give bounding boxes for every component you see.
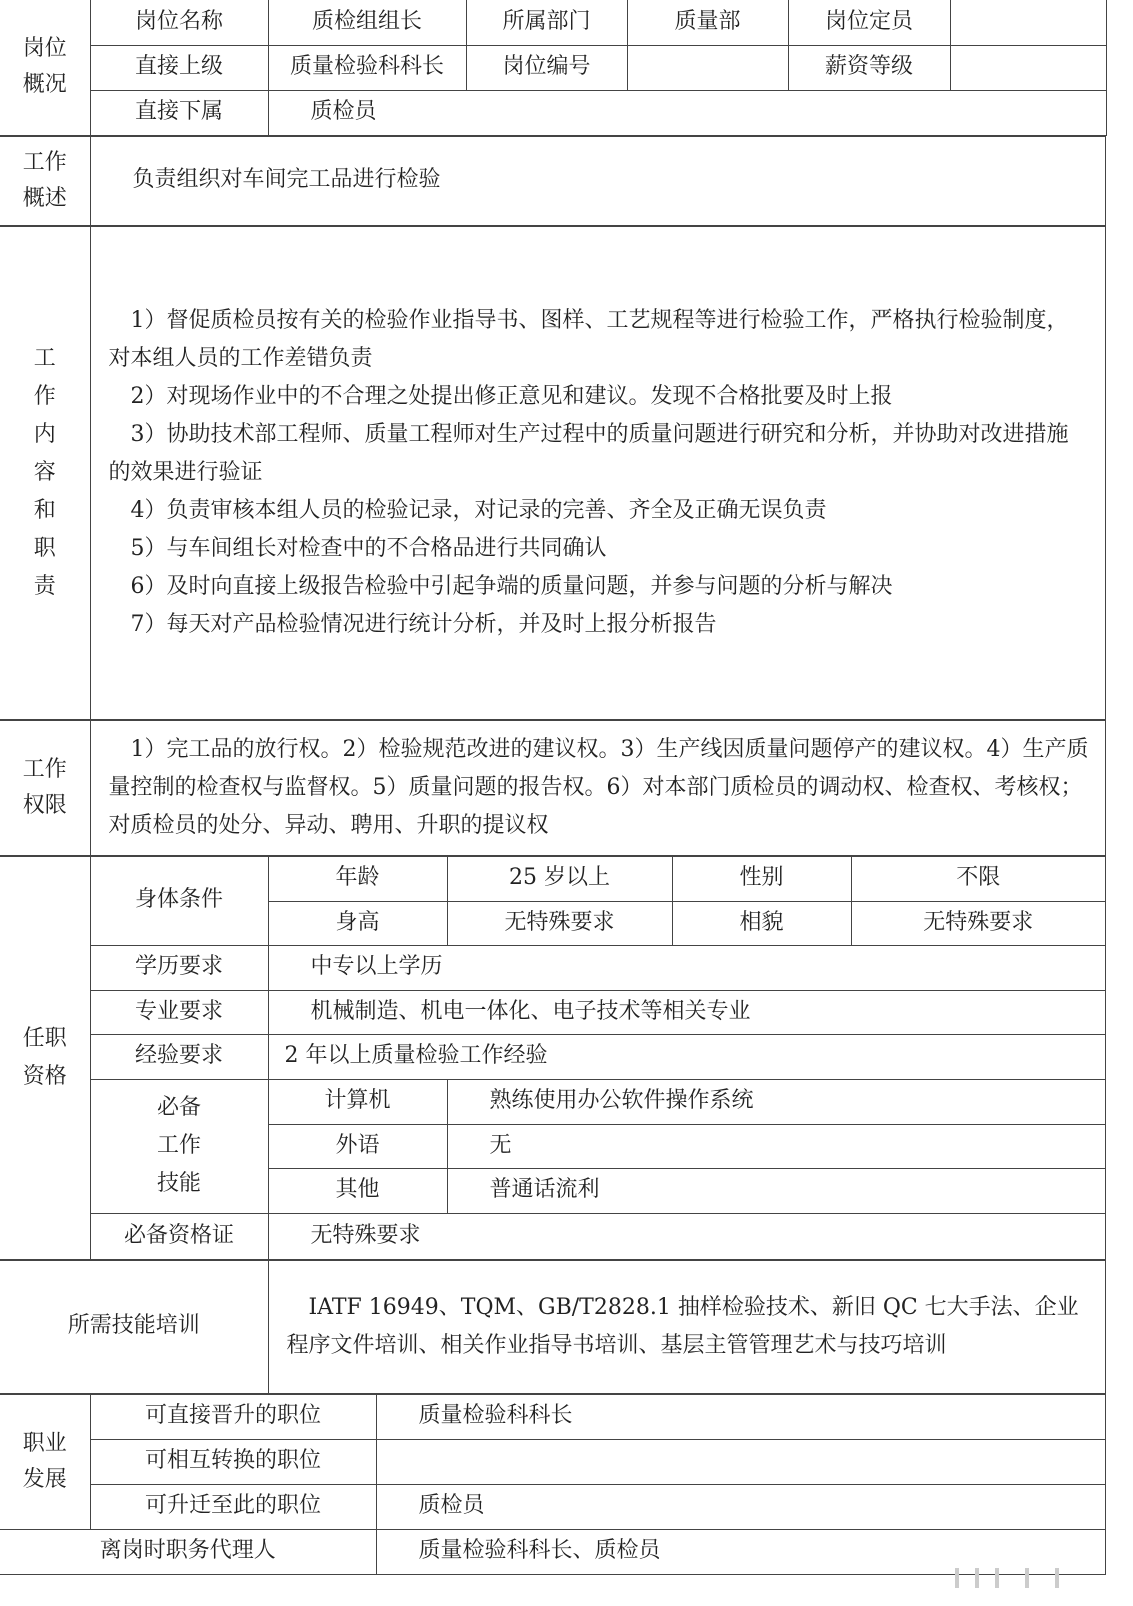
field-value	[376, 1439, 1106, 1484]
field-label: 性别	[672, 856, 851, 901]
field-label: 学历要求	[90, 945, 268, 990]
field-label: 岗位编号	[466, 45, 627, 90]
watermark-icon	[945, 1568, 1085, 1588]
field-label: 经验要求	[90, 1034, 268, 1079]
field-label: 所属部门	[466, 0, 627, 45]
field-value: 中专以上学历	[268, 945, 1106, 990]
field-value: 无	[447, 1124, 1106, 1168]
duty-item: 5）与车间组长对检查中的不合格品进行共同确认	[130, 535, 607, 561]
field-value: 质检员	[376, 1484, 1106, 1529]
field-value: 熟练使用办公软件操作系统	[447, 1079, 1106, 1124]
duties-section	[0, 226, 1106, 720]
field-value: 机械制造、机电一体化、电子技术等相关专业	[268, 990, 1106, 1034]
field-value: 无特殊要求	[268, 1213, 1106, 1259]
field-label: 专业要求	[90, 990, 268, 1034]
section-label: 所需技能培训	[0, 1260, 268, 1393]
field-label: 必备 工作 技能	[90, 1079, 268, 1213]
field-value: 无特殊要求	[447, 901, 672, 945]
field-label: 岗位名称	[90, 0, 268, 45]
section-label: 任职 资格	[0, 856, 90, 1259]
field-label: 外语	[268, 1124, 447, 1168]
duties-list	[90, 226, 1106, 719]
section-label: 职业 发展	[0, 1394, 90, 1529]
field-label: 离岗时职务代理人	[0, 1529, 376, 1574]
field-value	[627, 45, 788, 90]
duty-item: 2）对现场作业中的不合理之处提出修正意见和建议。发现不合格批要及时上报	[130, 383, 893, 409]
field-label: 薪资等级	[788, 45, 950, 90]
duty-item: 3）协助技术部工程师、质量工程师对生产过程中的质量问题进行研究和分析，并协助对改进措施的效果进行验证	[108, 421, 1069, 485]
field-label: 计算机	[268, 1079, 447, 1124]
field-value: 质量检验科科长、质检员	[376, 1529, 1106, 1574]
field-label: 相貌	[672, 901, 851, 945]
field-value: 普通话流利	[447, 1168, 1106, 1213]
career-section	[0, 1394, 1106, 1575]
field-value	[950, 45, 1106, 90]
section-label: 岗位 概况	[0, 0, 90, 135]
field-value: 质量检验科科长	[268, 45, 466, 90]
job-summary-section	[0, 136, 1106, 226]
summary-text: 负责组织对车间完工品进行检验	[90, 136, 1106, 225]
field-label: 必备资格证	[90, 1213, 268, 1259]
field-label: 直接下属	[90, 90, 268, 135]
field-label: 身体条件	[90, 856, 268, 945]
section-label: 工作 权限	[0, 720, 90, 855]
position-overview-section	[0, 0, 1107, 136]
duty-item: 4）负责审核本组人员的检验记录，对记录的完善、齐全及正确无误负责	[130, 497, 827, 523]
field-value: 质检员	[268, 90, 1106, 135]
training-section	[0, 1260, 1106, 1394]
field-label: 可升迁至此的职位	[90, 1484, 376, 1529]
field-label: 年龄	[268, 856, 447, 901]
field-value	[950, 0, 1106, 45]
field-value: 质量部	[627, 0, 788, 45]
field-label: 身高	[268, 901, 447, 945]
field-label: 可相互转换的职位	[90, 1439, 376, 1484]
qualifications-section	[0, 856, 1106, 1260]
authority-paragraph: 1）完工品的放行权。2）检验规范改进的建议权。3）生产线因质量问题停产的建议权。4）生产质量控制的检查权与监督权。5）质量问题的报告权。6）对本部门质检员的调动权、检查权、考核权；对质检员的处分、异动、聘用、升职的提议权	[108, 736, 1089, 838]
field-value: 质检组组长	[268, 0, 466, 45]
field-label: 可直接晋升的职位	[90, 1394, 376, 1439]
training-paragraph: IATF 16949、TQM、GB/T2828.1 抽样检验技术、新旧 QC 七大手法、企业程序文件培训、相关作业指导书培训、基层主管管理艺术与技巧培训	[286, 1294, 1079, 1358]
duty-item: 1）督促质检员按有关的检验作业指导书、图样、工艺规程等进行检验工作，严格执行检验制度，对本组人员的工作差错负责	[108, 307, 1069, 371]
field-value: 质量检验科科长	[376, 1394, 1106, 1439]
field-label: 直接上级	[90, 45, 268, 90]
field-label: 其他	[268, 1168, 447, 1213]
field-value: 无特殊要求	[851, 901, 1106, 945]
field-label: 岗位定员	[788, 0, 950, 45]
field-value: 不限	[851, 856, 1106, 901]
authority-text	[90, 720, 1106, 855]
section-label: 工作 概述	[0, 136, 90, 225]
field-value: 2 年以上质量检验工作经验	[268, 1034, 1106, 1079]
training-text	[268, 1260, 1106, 1393]
authority-section	[0, 720, 1106, 856]
duty-item: 7）每天对产品检验情况进行统计分析，并及时上报分析报告	[130, 611, 717, 637]
duty-item: 6）及时向直接上级报告检验中引起争端的质量问题，并参与问题的分析与解决	[130, 573, 893, 599]
section-label: 工 作 内 容 和 职 责	[0, 226, 90, 719]
field-value: 25 岁以上	[447, 856, 672, 901]
